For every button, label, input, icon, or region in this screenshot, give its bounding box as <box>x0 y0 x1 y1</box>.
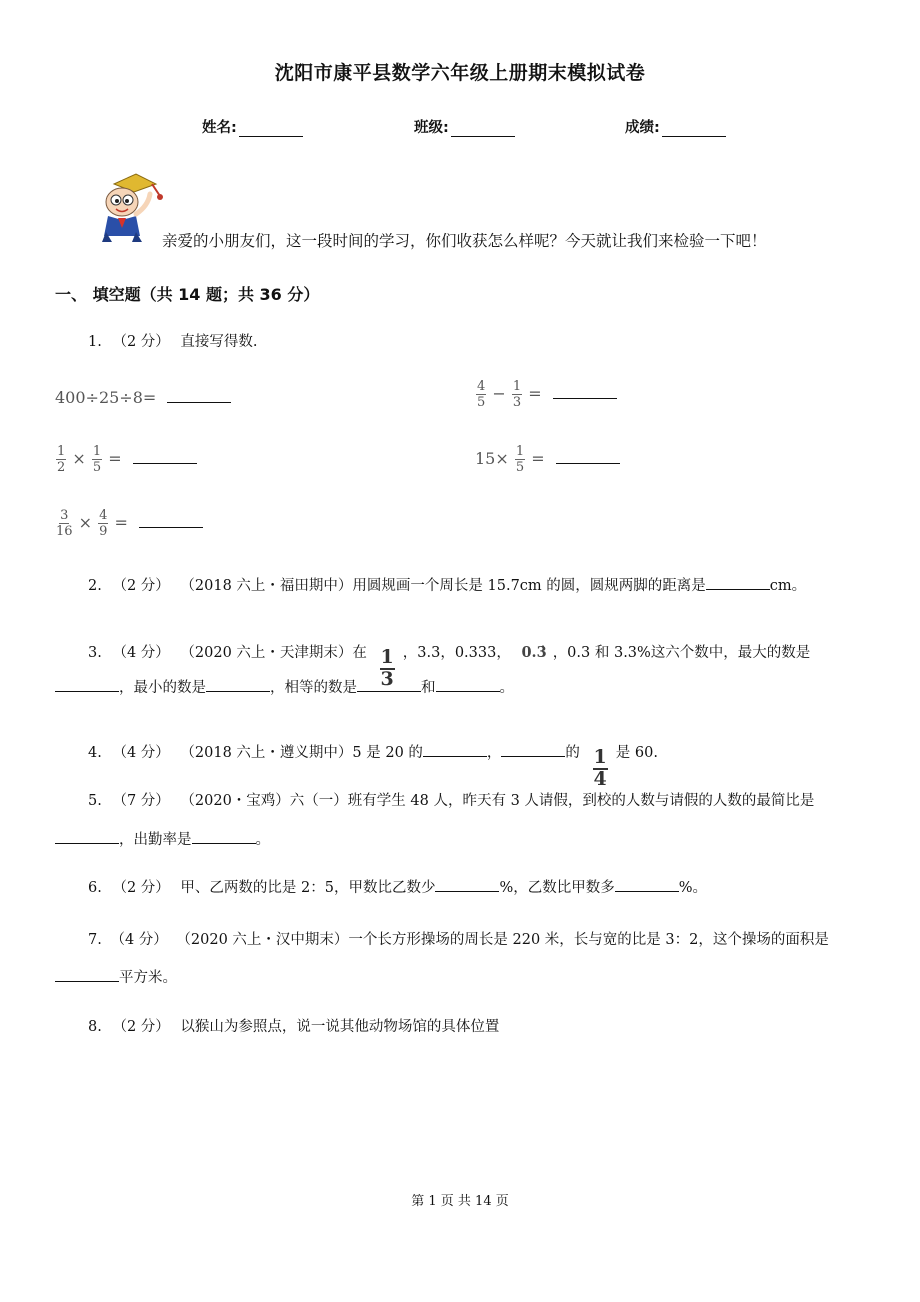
q2-text: （2018 六上・福田期中）用圆规画一个周长是 15.7cm 的圆，圆规两脚的距离是 <box>180 578 706 594</box>
q3-text-f: 和 <box>421 680 436 696</box>
times-sign: × <box>72 449 86 468</box>
expr-15-times: 15× <box>475 449 509 468</box>
answer-blank[interactable] <box>139 513 203 528</box>
q1-number: 1. <box>88 334 102 350</box>
q3-text-b: ，3.3，0.333， <box>402 645 511 661</box>
name-label: 姓名: <box>202 120 237 136</box>
q7-text-b: 平方米。 <box>119 970 177 986</box>
answer-blank[interactable] <box>436 677 500 692</box>
fraction-1-3: $\frac{1}{3}$ <box>512 379 522 410</box>
q1-expression-2 <box>475 380 617 409</box>
q2-unit: cm。 <box>769 578 807 594</box>
answer-blank[interactable] <box>556 449 620 464</box>
question-8 <box>88 1016 499 1038</box>
class-field <box>414 116 515 137</box>
q6-number: 6. <box>88 880 102 896</box>
q4-text-c: 的 <box>565 745 580 761</box>
question-6 <box>88 877 707 899</box>
q5-text-c: 。 <box>255 832 270 848</box>
question-2 <box>88 575 806 597</box>
fraction-4-9: $\frac{4}{9}$ <box>99 508 108 539</box>
mascot-illustration <box>92 170 168 244</box>
minus-sign: − <box>492 384 506 403</box>
q8-text: 以猴山为参照点，说一说其他动物场馆的具体位置 <box>180 1019 500 1035</box>
q4-text-d: 是 60. <box>615 745 658 761</box>
answer-blank[interactable] <box>706 575 770 590</box>
question-1 <box>88 331 258 353</box>
q8-number: 8. <box>88 1019 102 1035</box>
fraction-3-16: $\frac{3}{16}$ <box>56 508 73 539</box>
question-3-line-2 <box>55 676 514 697</box>
answer-blank[interactable] <box>553 384 617 399</box>
q5-text-a: （2020・宝鸡）六（一）班有学生 48 人，昨天有 3 人请假，到校的人数与请假的人数的最简比是 <box>180 793 815 809</box>
fraction-1-5: $\frac{1}{5}$ <box>92 444 102 475</box>
q3-text-c: ，0.3 和 3.3%这六个数中，最大的数是 <box>552 645 811 661</box>
question-5 <box>88 790 814 812</box>
answer-blank[interactable] <box>55 967 119 982</box>
times-sign: × <box>78 513 93 532</box>
page-title: 沈阳市康平县数学六年级上册期末模拟试卷 <box>274 62 646 84</box>
fraction-1-2: $\frac{1}{2}$ <box>57 444 66 475</box>
q7-score: （4 分） <box>110 932 168 948</box>
q3-score: （4 分） <box>112 645 170 661</box>
answer-blank[interactable] <box>133 449 197 464</box>
q4-score: （4 分） <box>112 745 170 761</box>
q7-number: 7. <box>88 932 102 948</box>
q1-score: （2 分） <box>112 334 170 350</box>
page-footer: 第 1 页 共 14 页 <box>411 1194 509 1209</box>
q1-text: 直接写得数. <box>180 334 258 350</box>
equals-sign: = <box>108 449 122 468</box>
equals-sign: = <box>114 513 128 532</box>
fraction-1-5: $\frac{1}{5}$ <box>515 444 525 475</box>
q3-text-g: 。 <box>499 680 514 696</box>
q3-text-d: ，最小的数是 <box>119 680 206 696</box>
answer-blank[interactable] <box>357 677 421 692</box>
q1-expression-3 <box>55 445 197 474</box>
answer-blank[interactable] <box>167 388 231 403</box>
question-5-line-2 <box>55 828 270 849</box>
q5-score: （7 分） <box>112 793 170 809</box>
q4-text-b: ， <box>486 745 502 761</box>
section-heading: 一、 填空题（共 14 题；共 36 分） <box>55 285 320 304</box>
fraction-4-5: $\frac{4}{5}$ <box>477 379 486 410</box>
question-4 <box>88 742 658 789</box>
q1-expression-1 <box>55 388 231 407</box>
answer-blank[interactable] <box>55 677 119 692</box>
class-blank <box>451 122 515 137</box>
name-field <box>202 116 303 137</box>
q7-text-a: （2020 六上・汉中期末）一个长方形操场的周长是 220 米，长与宽的比是 3：2，这个操场的面积是 <box>176 932 829 948</box>
equals-sign: = <box>528 384 542 403</box>
q2-number: 2. <box>88 578 102 594</box>
q6-text-a: 甲、乙两数的比是 2：5，甲数比乙数少 <box>180 880 436 896</box>
score-field <box>625 116 726 137</box>
fraction-one-quarter: $\frac{1}{4}$ <box>593 746 607 790</box>
q3-text-e: ，相等的数是 <box>270 680 357 696</box>
q6-text-b: %，乙数比甲数多 <box>499 880 615 896</box>
equals-sign: = <box>531 449 545 468</box>
repeating-decimal: 0.3̇ <box>521 644 547 661</box>
q6-text-c: %。 <box>678 880 708 896</box>
expr-400-div: 400÷25÷8= <box>55 388 157 407</box>
question-7 <box>88 929 829 951</box>
q3-text-a: （2020 六上・天津期末）在 <box>180 645 367 661</box>
question-7-line-2 <box>55 966 177 987</box>
answer-blank[interactable] <box>206 677 270 692</box>
answer-blank[interactable] <box>423 742 487 757</box>
greeting-text: 亲爱的小朋友们，这一段时间的学习，你们收获怎么样呢？今天就让我们来检验一下吧！ <box>162 232 767 250</box>
fraction-one-third: $\frac{1}{3}$ <box>380 646 394 690</box>
q6-score: （2 分） <box>112 880 170 896</box>
q1-expression-5 <box>55 509 203 538</box>
name-blank <box>239 122 303 137</box>
answer-blank[interactable] <box>192 829 256 844</box>
answer-blank[interactable] <box>435 877 499 892</box>
class-label: 班级: <box>414 120 449 136</box>
q5-text-b: ，出勤率是 <box>119 832 192 848</box>
score-label: 成绩: <box>625 120 660 136</box>
q5-number: 5. <box>88 793 102 809</box>
q4-text-a: （2018 六上・遵义期中）5 是 20 的 <box>180 745 423 761</box>
q2-score: （2 分） <box>112 578 170 594</box>
answer-blank[interactable] <box>501 742 565 757</box>
q3-number: 3. <box>88 645 102 661</box>
answer-blank[interactable] <box>615 877 679 892</box>
q1-expression-4 <box>475 445 620 474</box>
answer-blank[interactable] <box>55 829 119 844</box>
q4-number: 4. <box>88 745 102 761</box>
score-blank <box>662 122 726 137</box>
q8-score: （2 分） <box>112 1019 170 1035</box>
